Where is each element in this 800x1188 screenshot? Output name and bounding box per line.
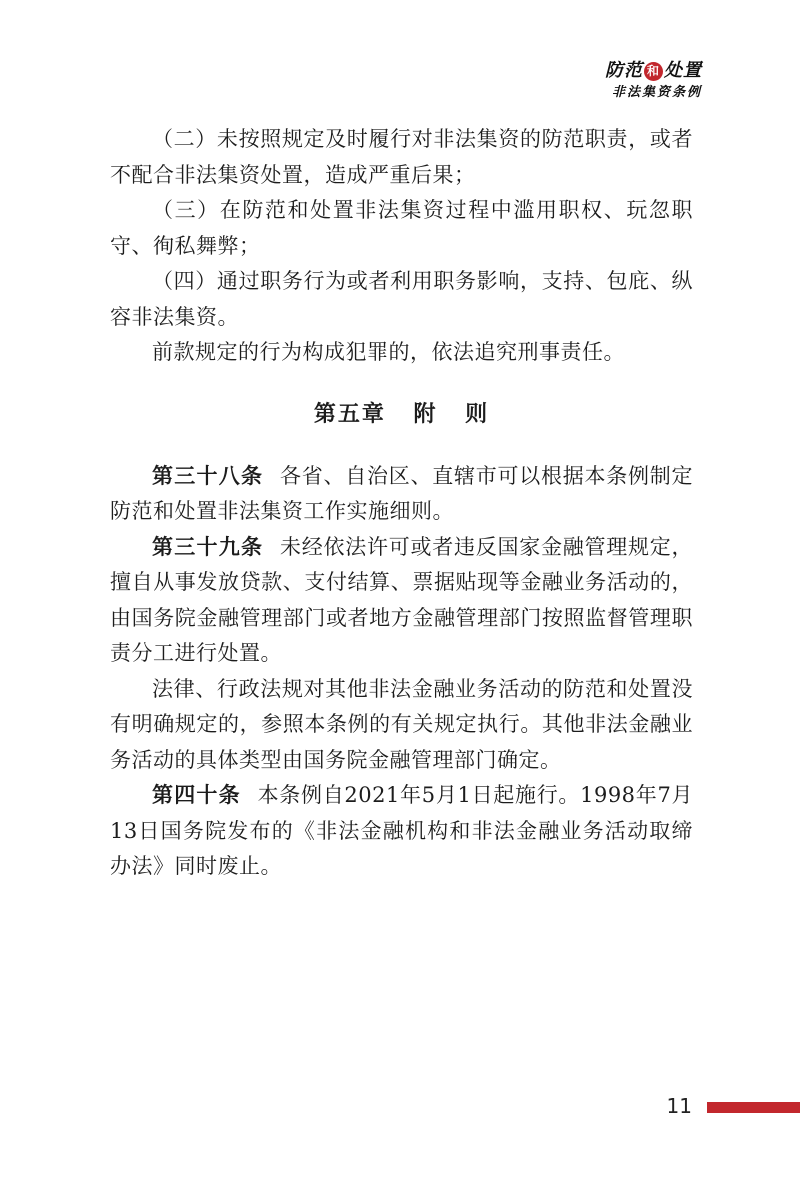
article-38: [110, 459, 693, 530]
footer-accent-bar: [707, 1102, 800, 1113]
paragraph-item-3: （三）在防范和处置非法集资过程中滥用职权、玩忽职守、徇私舞弊；: [110, 198, 693, 258]
page-footer: [0, 1094, 800, 1128]
running-header: [605, 60, 702, 102]
paragraph-item-2: （二）未按照规定及时履行对非法集资的防范职责，或者不配合非法集资处置，造成严重后果；: [110, 127, 693, 187]
article-40: [110, 778, 693, 885]
paragraph-criminal-liability: 前款规定的行为构成犯罪的，依法追究刑事责任。: [152, 340, 625, 364]
article-38-label: 第三十八条: [152, 463, 264, 488]
paragraph-item-4: （四）通过职务行为或者利用职务影响，支持、包庇、纵容非法集资。: [110, 269, 693, 329]
header-title-part2: 处置: [664, 60, 702, 81]
chapter-title: 第五章 附 则: [313, 401, 490, 427]
article-38-text: 各省、自治区、直辖市可以根据本条例制定防范和处置非法集资工作实施细则。: [110, 463, 694, 523]
page-number: 11: [666, 1094, 692, 1118]
page-body: [110, 122, 693, 885]
article-39-paragraph-2: 法律、行政法规对其他非法金融业务活动的防范和处置没有明确规定的，参照本条例的有关规定执行。其他非法金融业务活动的具体类型由国务院金融管理部门确定。: [110, 676, 693, 772]
article-39-label: 第三十九条: [152, 534, 264, 559]
article-40-text: 本条例自2021年5月1日起施行。1998年7月13日国务院发布的《非法金融机构和非法金融业务活动取缔办法》同时废止。: [110, 783, 694, 878]
article-40-label: 第四十条: [152, 783, 241, 807]
header-title-mark: 和: [644, 62, 663, 81]
article-39: [110, 530, 693, 672]
header-title: [605, 60, 702, 82]
header-subtitle: 非法集资条例: [611, 85, 702, 100]
article-39-text: 未经依法许可或者违反国家金融管理规定，擅自从事发放贷款、支付结算、票据贴现等金融业务活动的，由国务院金融管理部门或者地方金融管理部门按照监督管理职责分工进行处置。: [110, 534, 694, 665]
header-title-part1: 防范: [605, 60, 643, 81]
